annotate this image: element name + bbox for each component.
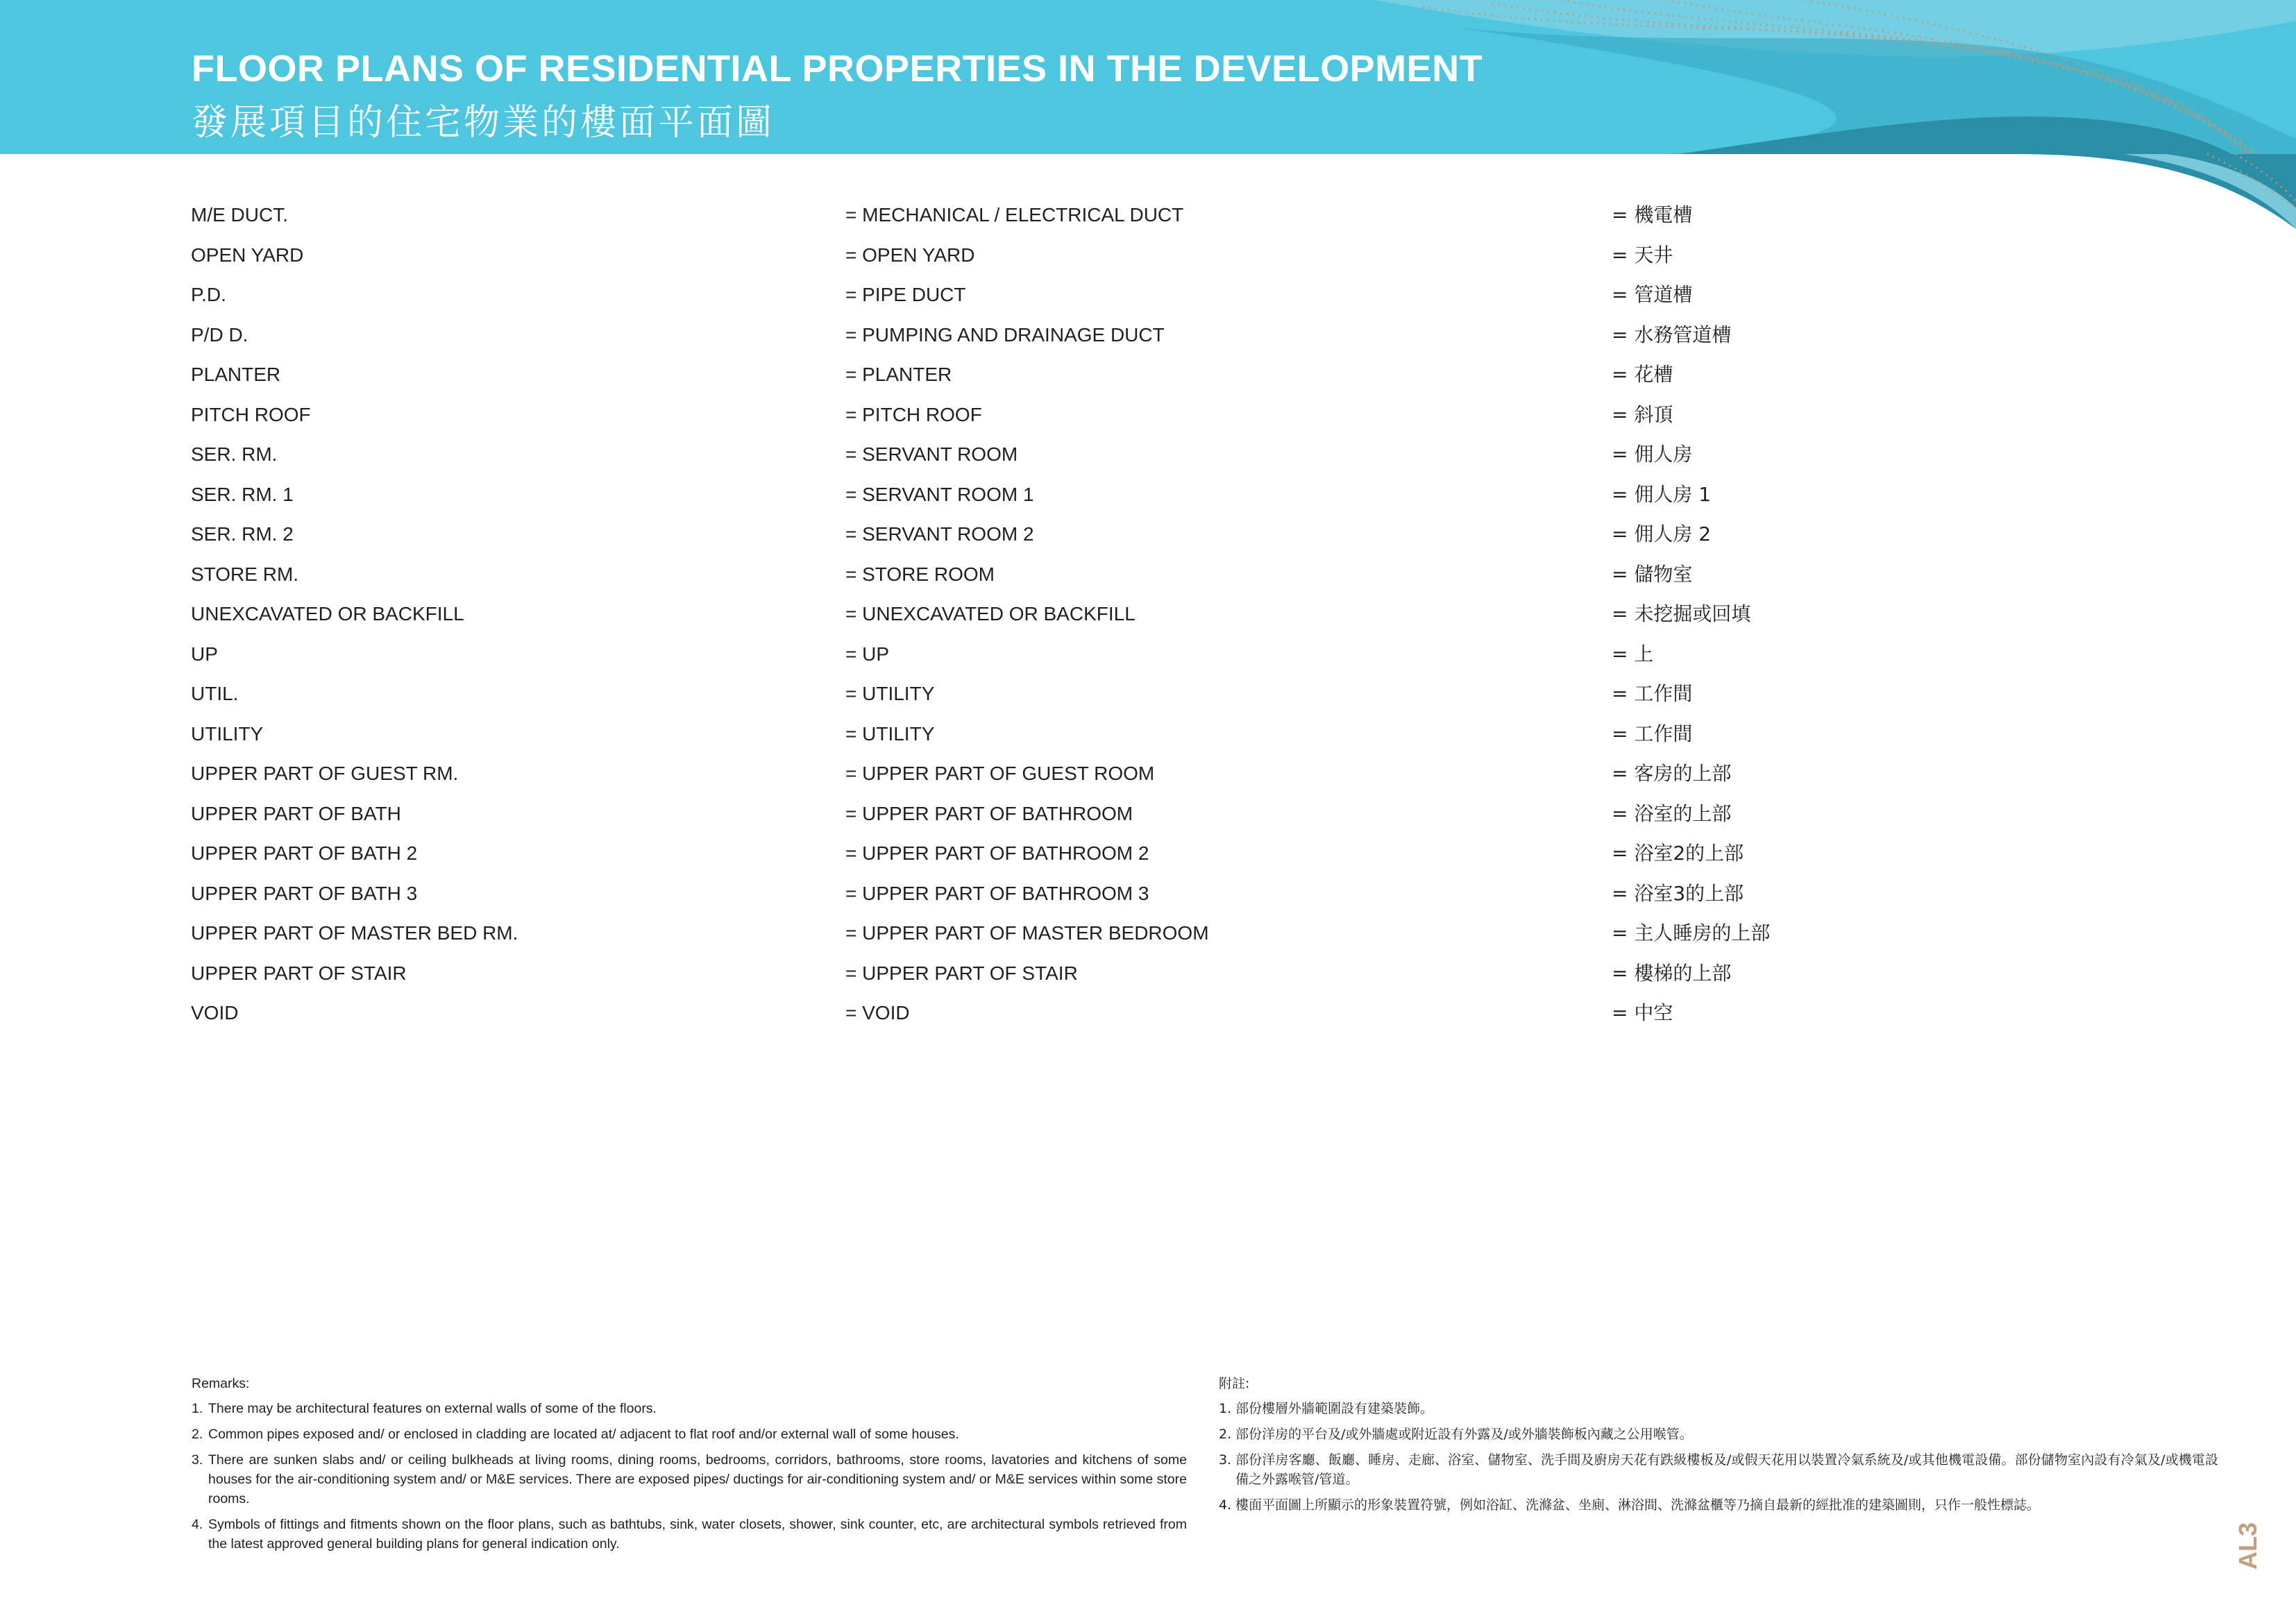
legend-row [0,640,2296,668]
remark-text: 樓面平面圖上所顯示的形象裝置符號，例如浴缸、洗滌盆、坐廁、淋浴間、洗滌盆櫃等乃摘自最新的經批准的建築圖則，只作一般性標誌。 [1235,1497,2041,1513]
legend-row [0,600,2296,628]
legend-abbreviation: SER. RM. 2 [191,523,294,545]
legend-row [0,999,2296,1027]
legend-row [0,680,2296,708]
remark-text: Symbols of fittings and fitments shown on the floor plans, such as bathtubs, sink, water closets, shower, sink counter, etc, are architectural symbols retrieved from the latest approved general building plans for general indication only. [208,1517,1187,1552]
legend-definition-en: = UPPER PART OF BATHROOM [845,802,1133,824]
legend-abbreviation: VOID [191,1002,239,1023]
remark-item [1219,1495,2218,1515]
remark-text: 部份洋房的平台及/或外牆處或附近設有外露及/或外牆裝飾板內藏之公用喉管。 [1235,1427,1693,1442]
remark-number: 4. [192,1517,203,1532]
legend-definition-en: = SERVANT ROOM 2 [845,523,1034,545]
remarks-title-zh: 附註: [1219,1376,1250,1391]
legend-definition-zh: = 浴室2的上部 [1612,842,1744,865]
legend-definition-en: = OPEN YARD [845,244,975,266]
legend-definition-zh: = 佣人房 [1612,443,1693,466]
remark-number: 3. [1219,1452,1232,1468]
legend-abbreviation: P/D D. [191,323,248,346]
remark-number: 1. [1219,1401,1232,1416]
legend-row [0,361,2296,389]
legend-definition-en: = UPPER PART OF BATHROOM 3 [845,882,1149,904]
legend-row [0,960,2296,987]
remark-text: There are sunken slabs and/ or ceiling bulkheads at living rooms, dining rooms, bedrooms, corridors, bathrooms, store rooms, lavatories and kitchens of some houses for the air-conditioning system and/ or M&E services. There are exposed pipes/ ductings for air-conditioning system and/ or M&E services within some store rooms. [208,1452,1187,1506]
legend-definition-en: = UNEXCAVATED OR BACKFILL [845,603,1136,624]
remark-item [1219,1450,2218,1489]
legend-abbreviation: UPPER PART OF GUEST RM. [191,763,459,784]
remark-number: 3. [192,1452,203,1468]
legend-row [0,321,2296,349]
legend-definition-en: = UPPER PART OF BATHROOM 2 [845,842,1149,864]
legend-definition-zh: = 天井 [1612,243,1673,266]
remark-text: 部份洋房客廳、飯廳、睡房、走廊、浴室、儲物室、洗手間及廚房天花有跌級樓板及/或假天花用以裝置冷氣系統及/或其他機電設備。部份儲物室內設有冷氣及/或機電設備之外露喉管/管道。 [1235,1452,2218,1487]
legend-abbreviation: UPPER PART OF BATH 3 [191,882,418,904]
legend-definition-zh: = 工作間 [1612,722,1693,745]
remark-item [1219,1425,2218,1444]
legend-definition-zh: = 水務管道槽 [1612,323,1732,346]
legend-row [0,561,2296,588]
legend-abbreviation: PLANTER [191,364,281,385]
legend-definition-en: = UTILITY [845,722,935,745]
remarks-title-en: Remarks: [192,1376,250,1391]
legend-definition-en: = UPPER PART OF MASTER BEDROOM [845,922,1209,944]
legend-row [0,201,2296,229]
remark-item [192,1515,1187,1554]
legend-row [0,720,2296,748]
legend-definition-en: = VOID [845,1002,910,1023]
legend-definition-zh: = 樓梯的上部 [1612,961,1732,985]
legend-definition-en: = UPPER PART OF STAIR [845,962,1078,984]
remark-item [192,1399,1187,1418]
legend-row [0,241,2296,269]
remarks-zh [1219,1374,2218,1521]
remark-number: 4. [1219,1497,1232,1513]
legend-abbreviation: UPPER PART OF MASTER BED RM. [191,922,518,944]
legend-definition-zh: = 斜頂 [1612,402,1673,426]
legend-definition-en: = MECHANICAL / ELECTRICAL DUCT [845,204,1184,226]
legend-definition-zh: = 浴室3的上部 [1612,881,1744,905]
legend-abbreviation: UPPER PART OF BATH [191,802,401,824]
legend-abbreviation: OPEN YARD [191,244,304,266]
legend-definition-zh: = 儲物室 [1612,562,1693,586]
legend-definition-en: = PUMPING AND DRAINAGE DUCT [845,323,1165,346]
legend-row [0,520,2296,548]
remark-item [192,1425,1187,1444]
legend-abbreviation: UTIL. [191,683,239,704]
legend-abbreviation: M/E DUCT. [191,204,288,226]
legend-abbreviation: P.D. [191,284,226,305]
legend-row [0,760,2296,788]
legend-row [0,481,2296,509]
legend-definition-zh: = 上 [1612,642,1654,665]
legend-row [0,441,2296,468]
legend-definition-en: = SERVANT ROOM [845,443,1018,465]
page-title-zh: 發展項目的住宅物業的樓面平面圖 [192,102,775,144]
legend-definition-zh: = 工作間 [1612,682,1693,705]
remark-text: 部份樓層外牆範圍設有建築裝飾。 [1235,1401,1434,1416]
legend-row [0,800,2296,828]
legend-abbreviation: SER. RM. 1 [191,483,294,505]
legend-definition-zh: = 客房的上部 [1612,762,1732,785]
legend-definition-en: = UPPER PART OF GUEST ROOM [845,763,1155,784]
legend-row [0,919,2296,947]
legend-definition-zh: = 浴室的上部 [1612,801,1732,825]
legend-definition-zh: = 花槽 [1612,363,1673,386]
legend-row [0,880,2296,908]
legend-definition-zh: = 機電槽 [1612,203,1693,226]
remark-number: 2. [1219,1427,1232,1442]
legend-abbreviation: PITCH ROOF [191,403,311,425]
remark-text: Common pipes exposed and/ or enclosed in cladding are located at/ adjacent to flat roof and/or external wall of some houses. [208,1427,959,1442]
legend-abbreviation: STORE RM. [191,563,299,585]
header-banner [0,0,2296,154]
page-title-en: FLOOR PLANS OF RESIDENTIAL PROPERTIES IN THE DEVELOPMENT [192,48,1483,90]
legend-row [0,401,2296,429]
legend-definition-en: = SERVANT ROOM 1 [845,483,1034,505]
legend-definition-zh: = 未挖掘或回填 [1612,602,1751,625]
remark-number: 2. [192,1427,203,1442]
legend-row [0,281,2296,309]
legend-abbreviation: SER. RM. [191,443,278,465]
remarks-en [192,1374,1187,1560]
remark-text: There may be architectural features on external walls of some of the floors. [208,1401,657,1416]
remark-item [1219,1399,2218,1418]
legend-definition-en: = PIPE DUCT [845,284,966,305]
legend-abbreviation: UTILITY [191,722,264,745]
legend-definition-en: = UP [845,643,890,665]
legend-abbreviation: UNEXCAVATED OR BACKFILL [191,603,464,624]
legend-definition-zh: = 中空 [1612,1001,1673,1024]
legend-definition-zh: = 佣人房 2 [1612,522,1712,545]
legend-definition-zh: = 佣人房 1 [1612,482,1712,506]
page-code: AL3 [2234,1522,2262,1570]
legend-definition-zh: = 主人睡房的上部 [1612,921,1771,944]
remark-item [192,1450,1187,1509]
legend-definition-en: = UTILITY [845,683,935,704]
legend-definition-en: = PITCH ROOF [845,403,982,425]
legend-row [0,840,2296,867]
legend-abbreviation: UPPER PART OF BATH 2 [191,842,418,864]
legend-definition-en: = STORE ROOM [845,563,995,585]
legend-definition-zh: = 管道槽 [1612,283,1693,306]
legend-definition-en: = PLANTER [845,364,952,385]
remark-number: 1. [192,1401,203,1416]
legend-abbreviation: UP [191,643,218,665]
legend-abbreviation: UPPER PART OF STAIR [191,962,407,984]
